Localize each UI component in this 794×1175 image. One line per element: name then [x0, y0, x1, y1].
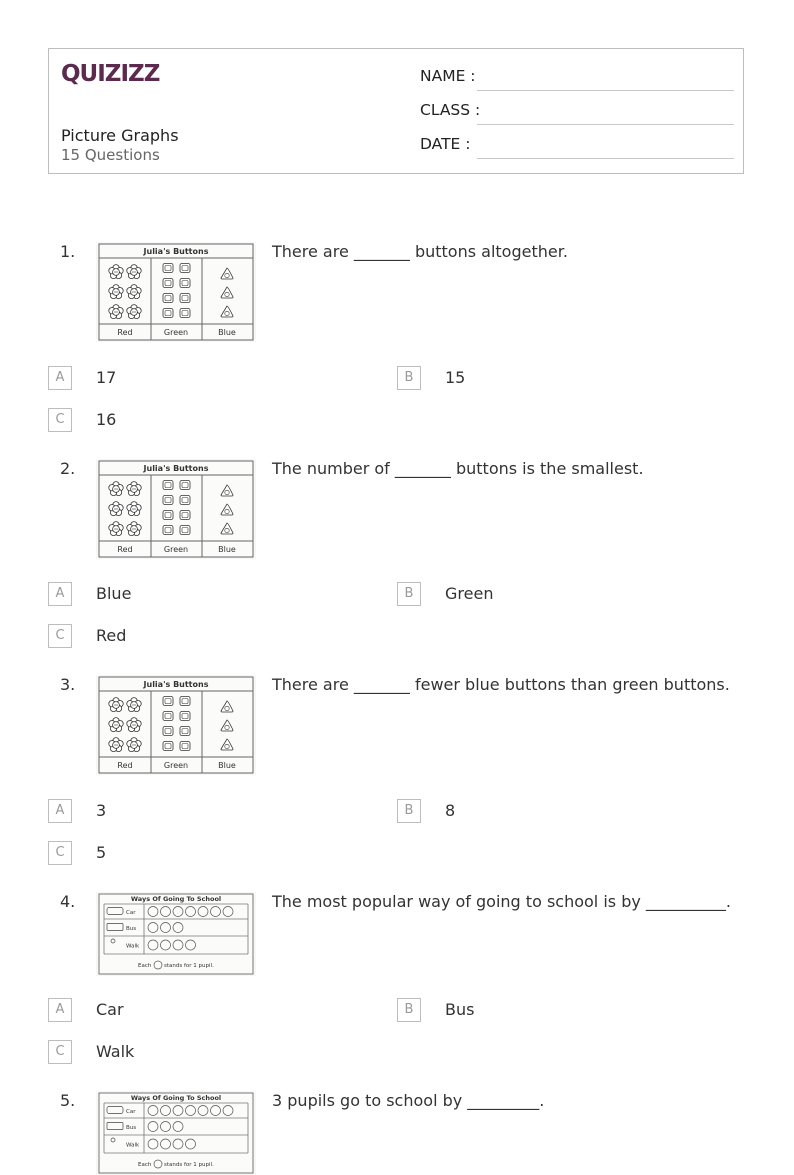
green-button-icon — [180, 294, 190, 303]
option-c[interactable] — [48, 624, 348, 648]
option-b[interactable] — [397, 799, 697, 823]
category-label: Blue — [218, 545, 236, 554]
green-button-icon — [163, 279, 173, 288]
ways-to-school-graph — [96, 1091, 256, 1175]
green-button-icon — [163, 697, 173, 706]
green-button-icon — [180, 264, 190, 273]
option-value: 17 — [96, 368, 117, 387]
green-button-icon — [163, 727, 173, 736]
green-button-icon — [163, 742, 173, 751]
worksheet-header — [48, 48, 744, 174]
graph-key-suffix: stands for 1 pupil. — [164, 1162, 214, 1168]
green-button-icon — [163, 309, 173, 318]
option-a[interactable] — [48, 582, 348, 606]
option-b[interactable] — [397, 366, 697, 390]
green-button-icon — [180, 712, 190, 721]
green-button-icon — [163, 496, 173, 505]
option-value: 15 — [445, 368, 466, 387]
option-value: 5 — [96, 843, 107, 862]
category-label: Green — [163, 328, 189, 337]
option-letter: B — [397, 366, 421, 390]
row-label: Car — [126, 1109, 136, 1115]
question-5 — [48, 1091, 748, 1168]
row-label: Walk — [126, 943, 140, 950]
class-line[interactable] — [477, 124, 734, 125]
category-label: Red — [117, 545, 133, 554]
question-number: 2. — [60, 459, 76, 478]
option-letter: C — [48, 1040, 72, 1064]
date-line[interactable] — [477, 158, 734, 159]
graph-title: Julia's Buttons — [143, 247, 209, 256]
option-letter: C — [48, 624, 72, 648]
graph-key-suffix: stands for 1 pupil. — [164, 963, 214, 969]
option-c[interactable] — [48, 1040, 348, 1064]
option-a[interactable] — [48, 998, 348, 1022]
green-button-icon — [180, 697, 190, 706]
svg-text:QUIZIZZ: QUIZIZZ — [61, 61, 160, 87]
option-letter: B — [397, 582, 421, 606]
category-label: Blue — [218, 761, 236, 770]
graph-title: Ways Of Going To School — [130, 1094, 222, 1102]
question-count: 15 Questions — [61, 146, 160, 164]
option-letter: C — [48, 841, 72, 865]
green-button-icon — [180, 496, 190, 505]
option-a[interactable] — [48, 799, 348, 823]
option-value: 3 — [96, 801, 107, 820]
option-letter: A — [48, 582, 72, 606]
julias-buttons-graph — [96, 459, 256, 559]
option-c[interactable] — [48, 408, 348, 432]
question-text: 3 pupils go to school by _________. — [272, 1091, 545, 1110]
name-field[interactable] — [420, 65, 734, 91]
row-label: Bus — [126, 926, 137, 932]
green-button-icon — [163, 712, 173, 721]
option-b[interactable] — [397, 582, 697, 606]
green-button-icon — [163, 294, 173, 303]
option-letter: B — [397, 998, 421, 1022]
option-value: Green — [445, 584, 494, 603]
option-letter: B — [397, 799, 421, 823]
option-letter: C — [48, 408, 72, 432]
graph-key: Each — [138, 963, 152, 969]
option-value: Car — [96, 1000, 124, 1019]
question-text: The number of _______ buttons is the smallest. — [272, 459, 644, 478]
green-button-icon — [180, 727, 190, 736]
category-label: Red — [117, 328, 133, 337]
option-b[interactable] — [397, 998, 697, 1022]
option-value: Bus — [445, 1000, 475, 1019]
green-button-icon — [180, 279, 190, 288]
category-label: Green — [163, 545, 189, 554]
julias-buttons-graph — [96, 242, 256, 342]
green-button-icon — [163, 264, 173, 273]
question-text: There are _______ buttons altogether. — [272, 242, 568, 261]
graph-title: Julia's Buttons — [143, 680, 209, 689]
option-value: Walk — [96, 1042, 135, 1061]
green-button-icon — [180, 309, 190, 318]
option-c[interactable] — [48, 841, 348, 865]
question-number: 4. — [60, 892, 76, 911]
green-button-icon — [180, 511, 190, 520]
row-label: Bus — [126, 1125, 137, 1131]
date-label: DATE : — [420, 135, 471, 153]
graph-key: Each — [138, 1162, 152, 1168]
question-number: 5. — [60, 1091, 76, 1110]
graph-title: Julia's Buttons — [143, 464, 209, 473]
quizizz-logo — [61, 57, 160, 87]
category-label: Blue — [218, 328, 236, 337]
row-label: Car — [126, 910, 136, 916]
class-field[interactable] — [420, 99, 734, 125]
option-letter: A — [48, 998, 72, 1022]
question-number: 3. — [60, 675, 76, 694]
date-field[interactable] — [420, 133, 734, 159]
class-label: CLASS : — [420, 101, 481, 119]
green-button-icon — [163, 481, 173, 490]
name-label: NAME : — [420, 67, 476, 85]
green-button-icon — [163, 511, 173, 520]
question-number: 1. — [60, 242, 76, 261]
option-a[interactable] — [48, 366, 348, 390]
option-value: 16 — [96, 410, 117, 429]
green-button-icon — [163, 526, 173, 535]
green-button-icon — [180, 526, 190, 535]
row-label: Walk — [126, 1142, 140, 1149]
option-value: 8 — [445, 801, 456, 820]
graph-title: Ways Of Going To School — [130, 895, 222, 903]
worksheet-title: Picture Graphs — [61, 126, 179, 145]
green-button-icon — [180, 481, 190, 490]
category-label: Red — [117, 761, 133, 770]
option-letter: A — [48, 799, 72, 823]
name-line[interactable] — [477, 90, 734, 91]
option-value: Red — [96, 626, 127, 645]
question-text: There are _______ fewer blue buttons than green buttons. — [272, 675, 730, 694]
option-value: Blue — [96, 584, 132, 603]
question-text: The most popular way of going to school is by __________. — [272, 892, 731, 911]
ways-to-school-graph — [96, 892, 256, 976]
julias-buttons-graph — [96, 675, 256, 775]
category-label: Green — [163, 761, 189, 770]
green-button-icon — [180, 742, 190, 751]
option-letter: A — [48, 366, 72, 390]
